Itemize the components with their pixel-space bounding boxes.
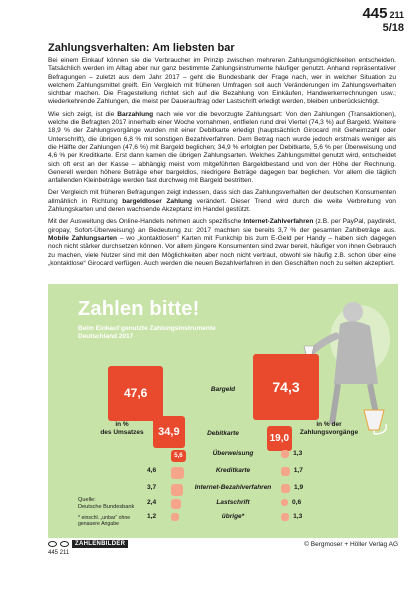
article-paragraph-4: Mit der Ausweitung des Online-Handels nehmen auch spezifische Internet-Zahlverfahren (z.B. per PayPal, paydirekt, giropay, Sofort-Überweisung) an Bedeutung zu: 2017 machten sie bereits 3,7 % der gesamten Zahlbeträge aus. Mobile Zahlungsarten – wo „kontaktlosen“ Karten mit Funkchip bis zum E-Geld per Handy – haben sich dagegen noch nicht stärker durchsetzen können. Vor allem jüngere Konsumenten sind zwar bereit, häufiger von ihnen Gebrauch zu machen, viele Nutzer sind mit den Möglichkeiten aber noch nicht vertraut, obwohl sie häufig z.B. schon über eine „kontaktlose“ Girocard verfügen. Auch werden die neuen Bezahlverfahren in den Geschäften noch zu selten akzeptiert. — [48, 218, 396, 267]
footnote: * einschl. „unbar“ ohne genauere Angabe — [78, 515, 131, 528]
logo-ring-icon — [48, 541, 57, 547]
bar-left — [171, 513, 179, 521]
infographic-subtitle: Beim Einkauf genutzte Zahlungsinstrumente Deutschland 2017 — [78, 325, 216, 340]
footer-logo — [48, 540, 128, 548]
infographic — [48, 284, 398, 538]
row-label: Internet-Bezahlverfahren — [194, 484, 272, 491]
row-label: Debitkarte — [207, 430, 239, 437]
page-issue: 5/18 — [382, 21, 404, 34]
row-label: Kreditkarte — [215, 467, 251, 474]
value-left: 4,6 — [147, 467, 157, 474]
bar-left: 5,6 — [171, 450, 186, 462]
bar-left — [171, 499, 181, 509]
headline: Zahlungsverhalten: Am liebsten bar — [48, 42, 235, 54]
article-paragraph-2: Wie sich zeigt, ist die Barzahlung nach wie vor die bevorzugte Zahlungsart: Von den Zahlungen (Transaktionen), welche die Befragten 2017 innerhalb einer Woche vornahmen, entfielen rund drei Viertel (74,3 %) auf Bargeld. Weitere 18,9 % der Zahlungsvorgänge wurden mit einer Debitkarte erledigt (hauptsächlich Girocard mit Geheimzahl oder Unterschrift), die übrigen 6,8 % mit sonstigen Bezahlverfahren. Dem Betrag nach wurde jedoch erstmals weniger als die Hälfte der Zahlungen (47,6 %) mit Bargeld beglichen; 34,9 % erfolgten per Debitkarte, 5,6 % per Überweisung und 4,6 % per Kreditkarte. Erst dann kamen die übrigen Zahlungsarten. Welches Zahlungsmittel genutzt wird, entscheidet sich oft erst an der Kasse – abhängig meist vom mitgeführten Bargeldbestand und von der Höhe der Rechnung. Generell werden höhere Beträge eher bargeldlos, niedrigere Beträge dagegen bar beglichen. Vor allem die täglich anfallenden Kleinbeträge werden fast durchweg mit Bargeld bestritten. — [48, 110, 396, 185]
logo-ring-icon — [60, 541, 69, 547]
left-axis-note: in % des Umsatzes — [100, 421, 144, 436]
value-left: 3,7 — [147, 484, 157, 491]
infographic-title: Zahlen bitte! — [78, 298, 200, 320]
page-id — [362, 6, 404, 34]
bar-right: 74,3 — [253, 354, 319, 420]
page-number: 445 — [362, 5, 388, 22]
bar-right — [281, 467, 290, 476]
row-label: Überweisung — [212, 450, 254, 457]
footer-code: 445 211 — [48, 550, 70, 556]
article-body — [48, 57, 396, 272]
value-right: 0,6 — [291, 499, 302, 506]
footer-copyright: © Bergmoser + Höller Verlag AG — [304, 541, 398, 548]
bar-right — [281, 450, 289, 458]
bar-right — [281, 499, 288, 506]
bar-right — [281, 513, 289, 521]
value-left: 2,4 — [147, 499, 157, 506]
value-right: 1,3 — [293, 513, 303, 520]
bar-left: 34,9 — [153, 416, 185, 448]
value-right: 1,7 — [293, 467, 303, 474]
bar-right — [281, 484, 290, 493]
value-left: 1,2 — [147, 513, 157, 520]
value-right: 1,3 — [293, 450, 303, 457]
bar-left — [171, 484, 183, 496]
page-sub-number: 211 — [389, 10, 404, 20]
bar-right: 19,0 — [267, 426, 292, 451]
bar-left — [171, 467, 184, 479]
article-paragraph-3: Der Vergleich mit früheren Befragungen zeigt indessen, dass sich das Zahlungsverhalten der deutschen Konsumenten allmählich in Richtung bargeldloser Zahlung verändert. Dieser Trend wird durch die weite Verbreitung von Zahlungskarten und deren wachsende Akzeptanz im Handel gestützt. — [48, 189, 396, 214]
bar-left: 47,6 — [108, 366, 163, 421]
right-axis-note: in % der Zahlungsvorgänge — [299, 421, 359, 436]
row-label: übrige* — [221, 513, 245, 520]
value-right: 1,9 — [294, 484, 304, 491]
row-label: Bargeld — [210, 386, 236, 393]
footer-brand: ZAHLENBILDER — [72, 540, 128, 548]
source-note: Quelle: Deutsche Bundesbank — [78, 497, 135, 510]
row-label: Lastschrift — [216, 499, 250, 506]
article-paragraph-1: Bei einem Einkauf können sie die Verbraucher im Prinzip zwischen mehreren Zahlungsmöglichkeiten entscheiden. Tatsächlich werden im Alltag aber nur ganz bestimmte Zahlungsinstrumente häufiger genutzt. Anhand repräsentativer Befragungen – zuletzt aus dem Jahr 2017 – geht die Bundesbank der Frage nach, wer in welcher Situation zu welchem Zahlungsmittel greift. Ein Vergleich mit früheren Umfragen soll auch Veränderungen im Zahlungsverhalten sichtbar machen. Die Fragestellung richtet sich auf die Bezahlung von Einkäufen, Handwerkerrechnungen usw.; wiederkehrende Zahlungen, die meist per Dauerauftrag oder Lastschrift erledigt werden, bleiben unberücksichtigt. — [48, 57, 396, 106]
